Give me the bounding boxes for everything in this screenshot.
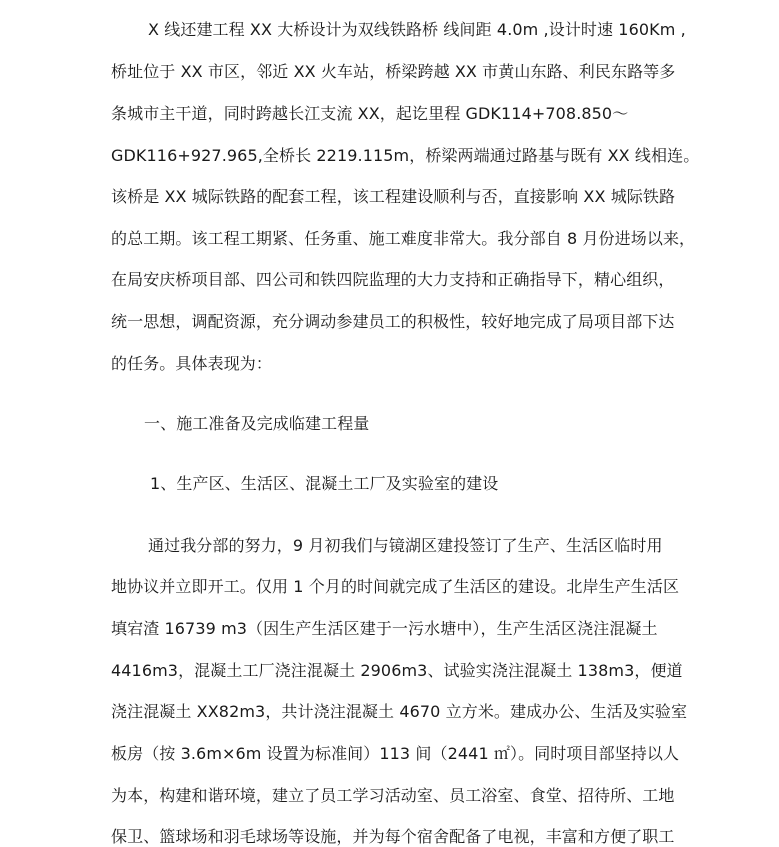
paragraph-line: 的总工期。该工程工期紧、任务重、施工难度非常大。我分部自 8 月份进场以来， [111, 229, 696, 248]
paragraph-line: 统一思想，调配资源，充分调动参建员工的积极性，较好地完成了局项目部下达 [111, 312, 675, 331]
paragraph-line: 通过我分部的努力，9 月初我们与镜湖区建投签订了生产、生活区临时用 [148, 536, 663, 555]
paragraph-line: 板房（按 3.6m×6m 设置为标准间）113 间（2441 ㎡）。同时项目部坚持以人 [111, 744, 680, 763]
paragraph-line: 在局安庆桥项目部、四公司和铁四院监理的大力支持和正确指导下，精心组织， [111, 270, 675, 289]
paragraph-line: X 线还建工程 XX 大桥设计为双线铁路桥 线间距 4.0m ,设计时速 160Km , [148, 20, 686, 39]
paragraph-line: 桥址位于 XX 市区，邻近 XX 火车站，桥梁跨越 XX 市黄山东路、利民东路等多 [111, 62, 676, 81]
subsection-heading: 1、生产区、生活区、混凝土工厂及实验室的建设 [150, 474, 499, 493]
paragraph-line: GDK116+927.965,全桥长 2219.115m，桥梁两端通过路基与既有 XX 线相连。 [111, 146, 700, 165]
paragraph-line: 浇注混凝土 XX82m3，共计浇注混凝土 4670 立方米。建成办公、生活及实验室 [111, 702, 688, 721]
paragraph-line: 为本，构建和谐环境，建立了员工学习活动室、员工浴室、食堂、招待所、工地 [111, 786, 675, 805]
paragraph-line: 条城市主干道，同时跨越长江支流 XX，起讫里程 GDK114+708.850～ [111, 104, 629, 123]
paragraph-line: 的任务。具体表现为： [111, 354, 273, 373]
section-heading: 一、施工准备及完成临建工程量 [144, 414, 370, 433]
paragraph-line: 地协议并立即开工。仅用 1 个月的时间就完成了生活区的建设。北岸生产生活区 [111, 577, 680, 596]
paragraph-line: 4416m3，混凝土工厂浇注混凝土 2906m3、试验实浇注混凝土 138m3，便道 [111, 661, 683, 680]
paragraph-line: 填宕渣 16739 m3（因生产生活区建于一污水塘中），生产生活区浇注混凝土 [111, 619, 658, 638]
paragraph-line: 该桥是 XX 城际铁路的配套工程，该工程建设顺利与否，直接影响 XX 城际铁路 [111, 187, 676, 206]
paragraph-line: 保卫、篮球场和羽毛球场等设施，并为每个宿舍配备了电视，丰富和方便了职工 [111, 827, 675, 846]
